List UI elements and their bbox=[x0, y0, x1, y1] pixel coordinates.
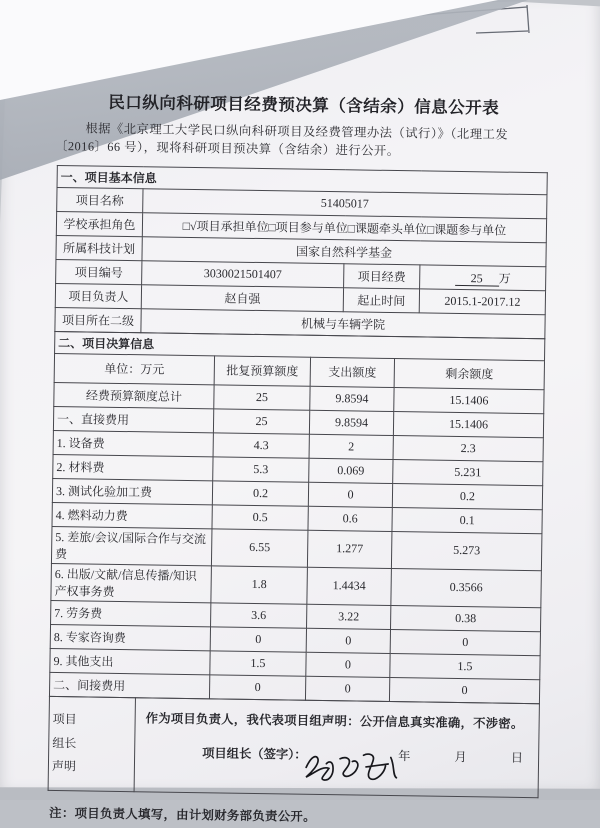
row-label: 3. 测试化验加工费 bbox=[52, 478, 212, 504]
document-title: 民口纵向科研项目经费预决算（含结余）信息公开表 bbox=[108, 92, 500, 118]
row-spent: 0.6 bbox=[308, 506, 392, 531]
leader-value: 赵自强 bbox=[141, 285, 343, 312]
row-label: 9. 其他支出 bbox=[50, 648, 210, 674]
row-spent: 2 bbox=[309, 434, 393, 459]
year-label: 年 bbox=[398, 748, 411, 764]
dept-value: 机械与车辆学院 bbox=[141, 309, 545, 339]
row-label: 4. 燃料动力费 bbox=[52, 502, 212, 528]
project-name-value: 51405017 bbox=[143, 189, 547, 219]
row-label: 6. 出版/文献/信息传播/知识产权事务费 bbox=[51, 563, 212, 602]
declaration-header bbox=[48, 696, 135, 791]
sign-label: 项目组长（签字）： bbox=[202, 746, 307, 762]
row-spent: 1.4434 bbox=[307, 567, 392, 605]
unit-header: 单位：万元 bbox=[54, 353, 214, 384]
declaration-header-line: 组长 bbox=[52, 735, 77, 751]
project-no-value: 3030021501407 bbox=[142, 261, 344, 288]
role-options: □√项目承担单位□项目参与单位□课题牵头单位□课题参与单位 bbox=[142, 213, 546, 243]
row-approved: 3.6 bbox=[211, 603, 307, 628]
row-remaining: 0 bbox=[390, 629, 540, 655]
row-spent: 0.069 bbox=[309, 458, 393, 483]
col-remaining-header: 剩余额度 bbox=[394, 358, 544, 389]
intro-paragraph bbox=[57, 119, 549, 163]
project-no-label: 项目编号 bbox=[56, 259, 142, 284]
date-labels bbox=[398, 740, 527, 766]
basic-info-table bbox=[54, 165, 547, 339]
project-name-label: 项目名称 bbox=[57, 187, 143, 212]
row-approved: 25 bbox=[214, 385, 310, 410]
row-remaining: 0.1 bbox=[392, 507, 542, 533]
dept-label: 项目所在二级 bbox=[55, 307, 141, 332]
row-approved: 0 bbox=[210, 627, 306, 652]
row-approved: 6.55 bbox=[211, 529, 308, 567]
row-approved: 0.2 bbox=[212, 481, 308, 506]
program-value: 国家自然科学基金 bbox=[142, 237, 546, 267]
row-approved: 4.3 bbox=[213, 433, 309, 458]
row-remaining: 0.38 bbox=[391, 605, 541, 631]
program-label: 所属科技计划 bbox=[56, 235, 142, 260]
row-remaining: 5.231 bbox=[393, 459, 543, 485]
role-label: 学校承担角色 bbox=[56, 211, 142, 236]
funds-value-cell bbox=[420, 265, 546, 291]
signature-handwriting-icon bbox=[300, 737, 398, 794]
basic-info-section-title: 一、项目基本信息 bbox=[57, 165, 547, 194]
row-remaining: 0.2 bbox=[392, 483, 542, 509]
row-approved: 1.8 bbox=[211, 566, 308, 604]
row-remaining: 2.3 bbox=[393, 435, 543, 461]
period-value: 2015.1-2017.12 bbox=[419, 289, 545, 315]
leader-label: 项目负责人 bbox=[55, 283, 141, 308]
budget-table bbox=[49, 331, 545, 704]
row-spent: 1.277 bbox=[307, 530, 392, 568]
intro-line-1: 根据《北京理工大学民口纵向科研项目及经费管理办法（试行）》（北理工发 bbox=[85, 121, 509, 142]
row-remaining: 0.3566 bbox=[391, 568, 542, 607]
intro-line-2: 〔2016〕66 号），现将科研项目预决算（含结余）进行公开。 bbox=[55, 139, 400, 159]
row-label: 经费预算额度总计 bbox=[54, 382, 214, 408]
row-spent: 0 bbox=[306, 652, 390, 677]
footnote: 注：项目负责人填写，由计划财务部负责公开。 bbox=[49, 805, 316, 824]
row-spent: 9.8594 bbox=[310, 386, 394, 411]
day-label: 日 bbox=[510, 750, 524, 765]
row-remaining: 15.1406 bbox=[393, 411, 543, 437]
row-label: 一、直接费用 bbox=[53, 406, 213, 432]
col-spent-header: 支出额度 bbox=[310, 357, 394, 387]
row-label: 8. 专家咨询费 bbox=[50, 624, 210, 650]
row-remaining: 1.5 bbox=[390, 653, 540, 679]
row-spent: 3.22 bbox=[307, 604, 391, 629]
row-spent: 0 bbox=[306, 628, 390, 653]
row-approved: 25 bbox=[213, 409, 309, 434]
funds-unit: 万 bbox=[498, 271, 511, 286]
row-spent: 0 bbox=[308, 482, 392, 507]
declaration-header-line: 声明 bbox=[51, 759, 77, 774]
period-label: 起止时间 bbox=[343, 288, 419, 313]
row-approved: 5.3 bbox=[213, 457, 309, 482]
row-remaining: 0 bbox=[389, 677, 539, 703]
row-approved: 1.5 bbox=[210, 651, 306, 676]
row-label: 二、间接费用 bbox=[49, 672, 209, 698]
declaration-body bbox=[134, 698, 539, 798]
declaration-row bbox=[48, 696, 539, 797]
row-label: 1. 设备费 bbox=[53, 430, 213, 456]
row-remaining: 15.1406 bbox=[394, 387, 544, 413]
row-label: 2. 材料费 bbox=[53, 454, 213, 480]
row-approved: 0.5 bbox=[212, 505, 308, 530]
funds-value: 25 bbox=[455, 271, 499, 287]
month-label: 月 bbox=[454, 749, 467, 765]
col-approved-header: 批复预算额度 bbox=[214, 356, 310, 386]
budget-section-title: 二、项目决算信息 bbox=[55, 331, 545, 360]
document-content bbox=[47, 88, 550, 828]
declaration-statement: 作为项目负责人，我代表项目组声明：公开信息真实准确，不涉密。 bbox=[145, 711, 524, 731]
row-approved: 0 bbox=[209, 675, 305, 700]
row-spent: 0 bbox=[305, 676, 389, 701]
declaration-table bbox=[48, 696, 540, 798]
signature-row bbox=[138, 736, 536, 796]
funds-label: 项目经费 bbox=[344, 264, 420, 289]
row-spent: 9.8594 bbox=[309, 410, 393, 435]
declaration-header-line: 项目 bbox=[52, 712, 77, 727]
row-label: 7. 劳务费 bbox=[51, 600, 211, 626]
row-remaining: 5.273 bbox=[391, 531, 542, 570]
row-label: 5. 差旅/会议/国际合作与交流费 bbox=[51, 526, 212, 565]
